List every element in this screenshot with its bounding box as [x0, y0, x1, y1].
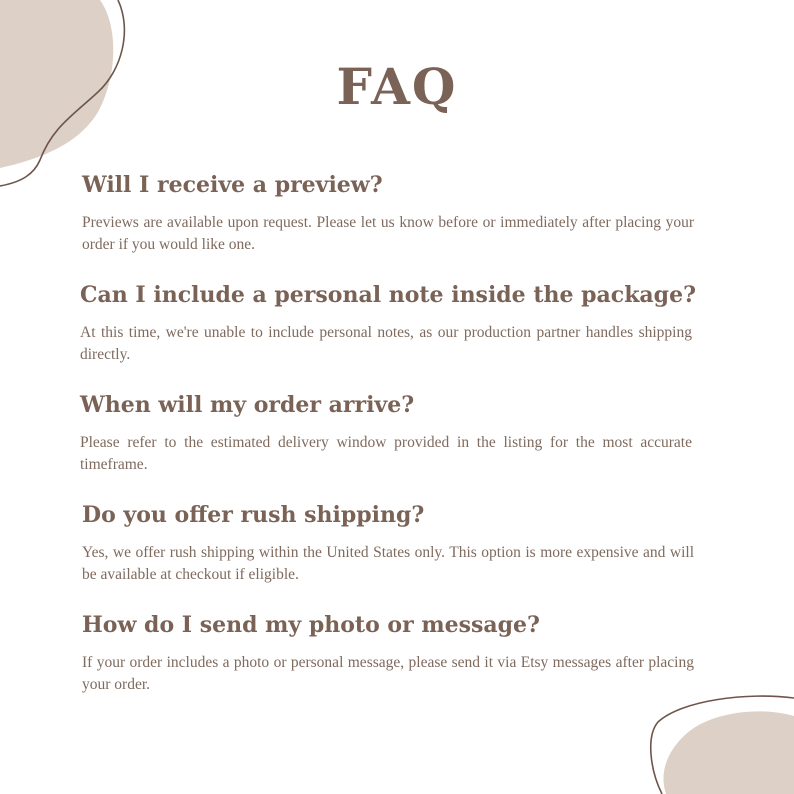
faq-item-arrival — [80, 392, 700, 476]
faq-item-personal-note — [80, 282, 700, 366]
faq-question: Can I include a personal note inside the package? — [80, 282, 696, 308]
faq-question: When will my order arrive? — [80, 392, 415, 418]
faq-question: How do I send my photo or message? — [82, 612, 540, 638]
faq-answer: At this time, we're unable to include personal notes, as our production partner handles shipping directly. — [80, 324, 692, 364]
faq-item-send-photo — [82, 612, 702, 696]
bottom-right-blob — [663, 711, 794, 794]
faq-item-preview — [82, 172, 702, 256]
faq-answer: If your order includes a photo or personal message, please send it via Etsy messages after placing your order. — [82, 654, 694, 694]
page-title: FAQ — [336, 57, 458, 116]
bottom-right-line — [651, 696, 794, 794]
faq-question: Will I receive a preview? — [82, 172, 383, 198]
faq-answer: Previews are available upon request. Please let us know before or immediately after placing your order if you would like one. — [82, 214, 694, 254]
faq-question: Do you offer rush shipping? — [82, 502, 425, 528]
faq-item-rush-shipping — [82, 502, 702, 586]
faq-answer: Please refer to the estimated delivery window provided in the listing for the most accurate timeframe. — [80, 434, 692, 474]
faq-answer: Yes, we offer rush shipping within the United States only. This option is more expensive and will be available at checkout if eligible. — [82, 544, 694, 584]
